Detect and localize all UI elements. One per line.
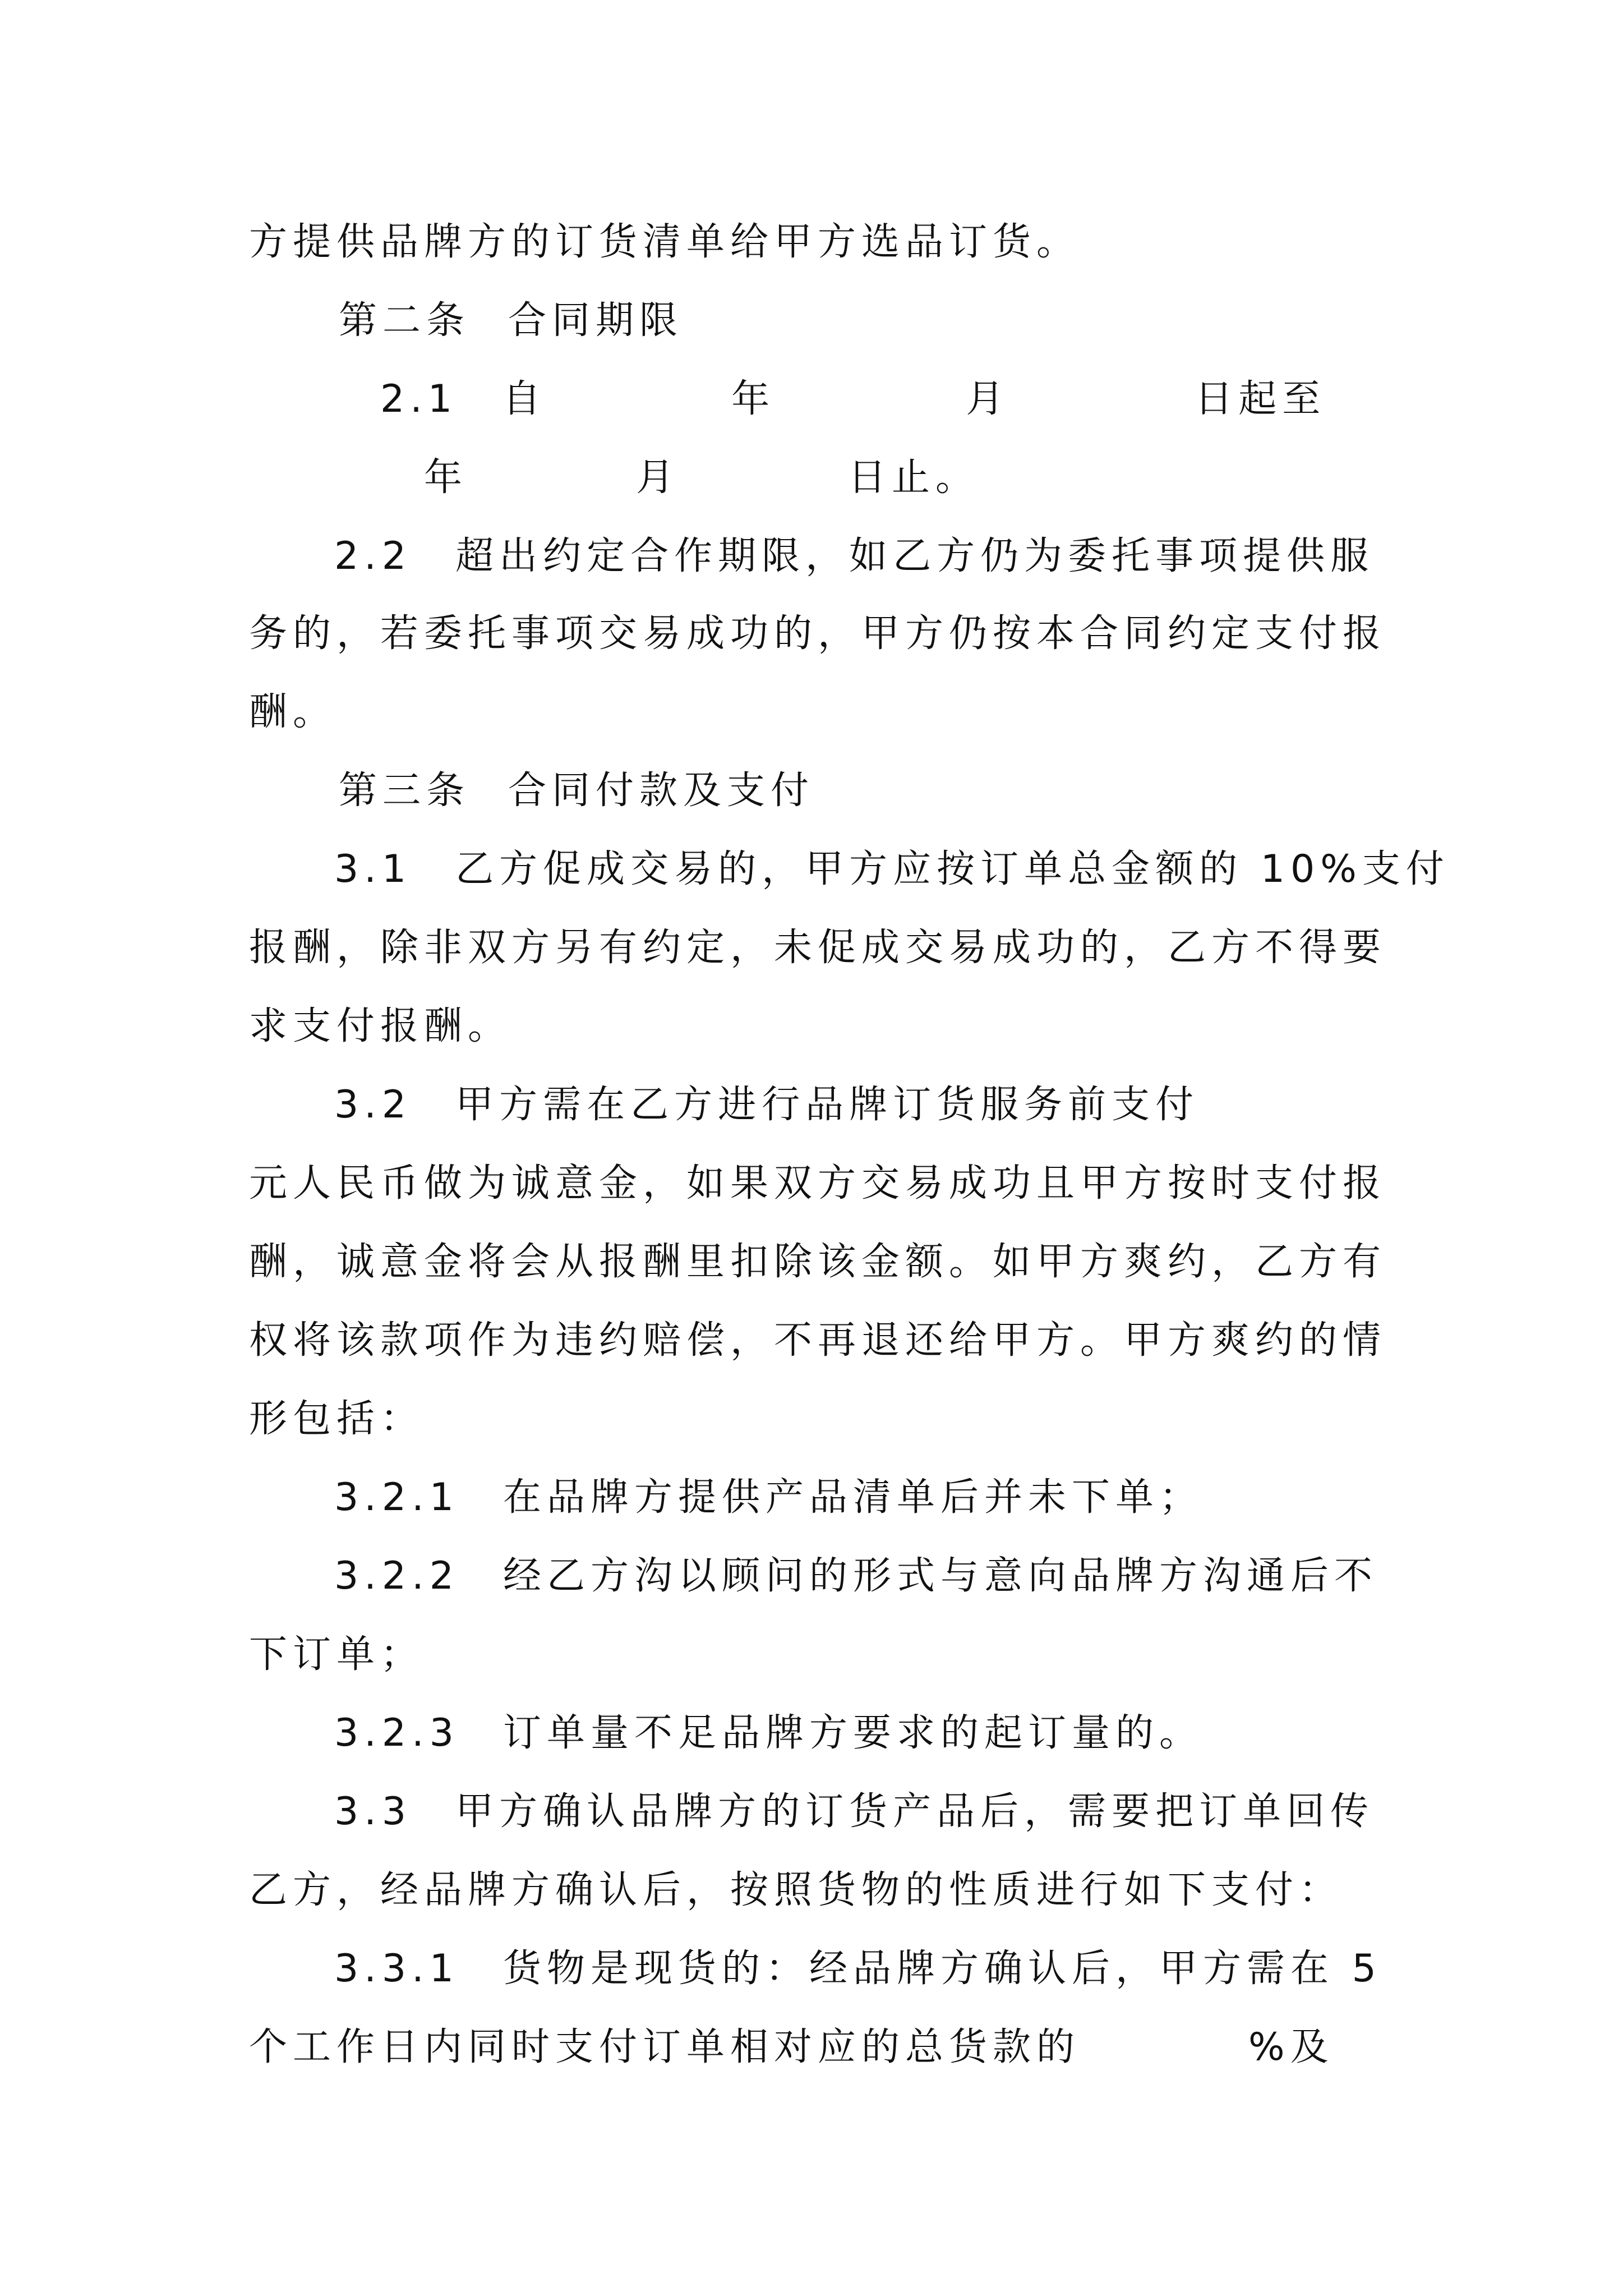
article-title: 合同期限: [508, 298, 684, 343]
text-line: 3.2.3 订单量不足品牌方要求的起订量的。: [334, 1711, 1204, 1755]
text-line: 权将该款项作为违约赔偿，不再退还给甲方。甲方爽约的情: [249, 1318, 1387, 1363]
blank-month: 月: [966, 377, 1010, 421]
text-line: 3.1 乙方促成交易的，甲方应按订单总金额的 10%支付: [334, 847, 1450, 891]
text-line: 方提供品牌方的订货清单给甲方选品订货。: [249, 220, 1081, 264]
blank-year: 年: [424, 455, 468, 500]
article-number: 第三条: [339, 769, 471, 813]
text-line: 3.3.1 货物是现货的：经品牌方确认后，甲方需在 5: [334, 1947, 1382, 1991]
text-line: 乙方，经品牌方确认后，按照货物的性质进行如下支付：: [249, 1868, 1343, 1912]
article-3-heading: [339, 757, 1382, 825]
article-title: 合同付款及支付: [508, 769, 815, 813]
text-line: 酬。: [249, 690, 337, 734]
text-line: 个工作日内同时支付订单相对应的总货款的 %及: [249, 2025, 1334, 2069]
clause-2-1-line-2: 年 月 日止。: [424, 455, 980, 500]
text-line: 形包括：: [249, 1397, 425, 1441]
text-line: 3.2.1 在品牌方提供产品清单后并未下单；: [334, 1475, 1204, 1520]
text-line: 3.3 甲方确认品牌方的订货产品后，需要把订单回传: [334, 1789, 1375, 1834]
blank-month: 月: [636, 455, 680, 500]
text-line: 元人民币做为诚意金，如果双方交易成功且甲方按时支付报: [249, 1161, 1387, 1205]
text-line: 报酬，除非双方另有约定，未促成交易成功的，乙方不得要: [249, 926, 1387, 970]
text-line: 务的，若委托事项交易成功的，甲方仍按本合同约定支付报: [249, 611, 1387, 656]
blank-percent: %及: [1248, 2025, 1334, 2069]
text-line: 2.2 超出约定合作期限，如乙方仍为委托事项提供服: [334, 534, 1375, 578]
text-line: 3.2.2 经乙方沟以顾问的形式与意向品牌方沟通后不: [334, 1554, 1378, 1598]
clause-2-1-line-1: 2.1 自 年 月 日起至: [380, 377, 1326, 421]
article-number: 第二条: [339, 298, 471, 343]
blank-year: 年: [731, 377, 776, 421]
article-2-heading: [339, 287, 1382, 355]
text-line: 求支付报酬。: [249, 1004, 512, 1048]
text-line: 酬，诚意金将会从报酬里扣除该金额。如甲方爽约，乙方有: [249, 1240, 1387, 1284]
text-line: 3.2 甲方需在乙方进行品牌订货服务前支付: [334, 1083, 1200, 1127]
text-line: 下订单；: [249, 1632, 425, 1677]
